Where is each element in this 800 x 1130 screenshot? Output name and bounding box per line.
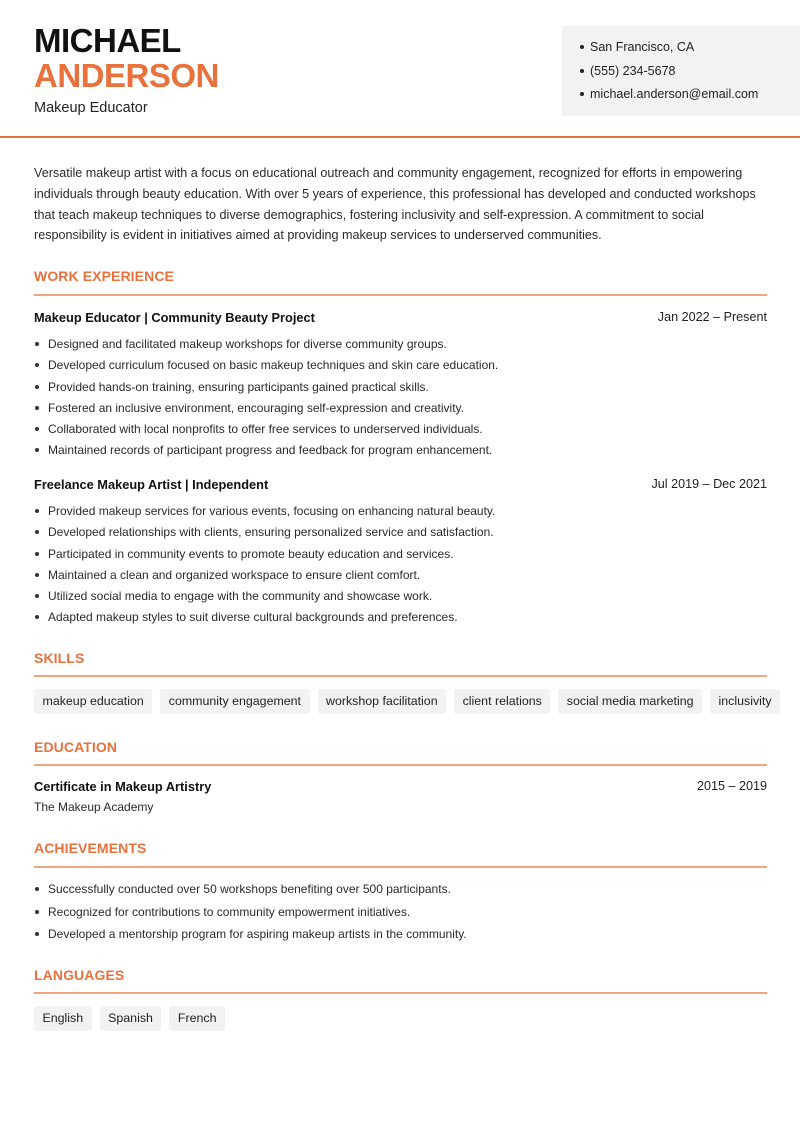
section-divider [34,992,767,994]
bullet-icon [35,363,39,367]
bullet-icon [35,530,39,534]
contact-phone-text: (555) 234-5678 [590,63,676,78]
bullet-icon [35,448,39,452]
contact-location-text: San Francisco, CA [590,40,695,54]
list-item [34,588,767,609]
job-bullets [34,336,767,464]
section-divider [34,675,767,677]
bullet-text: Developed curriculum focused on basic makeup techniques and skin care education. [48,358,499,373]
bullet-text: Fostered an inclusive environment, encouraging self-expression and creativity. [48,400,464,415]
section-divider [34,764,767,766]
list-item [34,609,767,630]
bullet-icon [35,932,39,936]
skills-chips [34,689,780,714]
skill-chip: social media marketing [558,689,702,714]
education-school: The Makeup Academy [34,800,154,814]
contact-email-text: michael.anderson@email.com [590,87,759,101]
skill-chip: workshop facilitation [318,689,447,714]
bullet-text: Developed relationships with clients, ensuring personalized service and satisfaction. [48,525,494,540]
job-header [34,310,767,325]
list-item [34,926,767,949]
first-name: MICHAEL [34,22,181,59]
education-heading: EDUCATION [34,739,118,755]
bullet-icon [35,887,39,891]
bullet-icon [35,615,39,619]
job-role: Makeup Educator | Community Beauty Project [34,310,315,325]
list-item [34,379,767,400]
achievements-heading: ACHIEVEMENTS [34,840,147,856]
bullet-icon [580,45,584,49]
job-header [34,477,767,492]
contact-location [580,39,800,63]
section-divider [34,866,767,868]
list-item [34,357,767,378]
header-divider [0,136,800,138]
bullet-text: Collaborated with local nonprofits to offer free services to underserved individuals. [48,422,483,437]
section-divider [34,294,767,296]
list-item [34,421,767,442]
list-item [34,503,767,524]
contact-email [580,86,800,110]
bullet-text: Developed a mentorship program for aspiring makeup artists in the community. [48,927,467,941]
resume-header [0,0,800,136]
achievements-list [34,881,767,949]
job-bullets [34,503,767,631]
bullet-icon [35,427,39,431]
list-item [34,400,767,421]
language-chip: Spanish [100,1006,162,1031]
list-item [34,881,767,904]
list-item [34,524,767,545]
job-role: Freelance Makeup Artist | Independent [34,477,269,492]
language-chips [34,1006,225,1031]
skills-heading: SKILLS [34,650,85,666]
languages-heading: LANGUAGES [34,967,125,983]
candidate-name [34,24,219,92]
contact-box [562,26,800,116]
contact-list [562,26,800,110]
bullet-text: Provided hands-on training, ensuring participants gained practical skills. [48,379,429,394]
last-name: ANDERSON [34,57,219,94]
education-dates: 2015 – 2019 [696,779,767,793]
bullet-icon [580,69,584,73]
language-chip: French [169,1006,225,1031]
bullet-icon [35,573,39,577]
bullet-icon [35,509,39,513]
bullet-icon [35,910,39,914]
bullet-icon [35,342,39,346]
list-item [34,442,767,463]
bullet-icon [35,594,39,598]
bullet-text: Maintained records of participant progress and feedback for program enhancement. [48,443,493,458]
bullet-text: Adapted makeup styles to suit diverse cultural backgrounds and preferences. [48,610,458,625]
bullet-icon [580,92,584,96]
list-item [34,336,767,357]
bullet-text: Participated in community events to promote beauty education and services. [48,546,454,561]
job-title: Makeup Educator [34,100,148,116]
list-item [34,904,767,927]
bullet-text: Provided makeup services for various events, focusing on enhancing natural beauty. [48,504,496,518]
bullet-text: Utilized social media to engage with the community and showcase work. [48,589,433,604]
education-degree: Certificate in Makeup Artistry [34,779,212,794]
list-item [34,567,767,588]
bullet-icon [35,385,39,389]
summary-paragraph: Versatile makeup artist with a focus on educational outreach and community engagement, recognized for efforts in empowering individuals through beauty education. With over 5 years of experience, this professional has developed and conducted workshops that teach makeup techniques to diverse demographics, fostering inclusivity and self-expression. A commitment to social responsibility is evident in initiatives aimed at providing makeup services to underserved communities. [34,166,756,243]
skill-chip: community engagement [160,689,309,714]
bullet-text: Recognized for contributions to community empowerment initiatives. [48,904,411,919]
bullet-text: Designed and facilitated makeup workshops for diverse community groups. [48,337,447,351]
bullet-text: Successfully conducted over 50 workshops benefiting over 500 participants. [48,882,451,896]
skill-chip: makeup education [34,689,152,714]
contact-phone [580,63,800,87]
list-item [34,546,767,567]
bullet-icon [35,552,39,556]
skill-chip: client relations [454,689,550,714]
job-dates: Jul 2019 – Dec 2021 [651,477,767,491]
language-chip: English [34,1006,92,1031]
work-experience-heading: WORK EXPERIENCE [34,268,174,284]
job-dates: Jan 2022 – Present [657,310,767,324]
bullet-text: Maintained a clean and organized workspace to ensure client comfort. [48,567,421,582]
skill-chip: inclusivity [710,689,780,714]
bullet-icon [35,406,39,410]
